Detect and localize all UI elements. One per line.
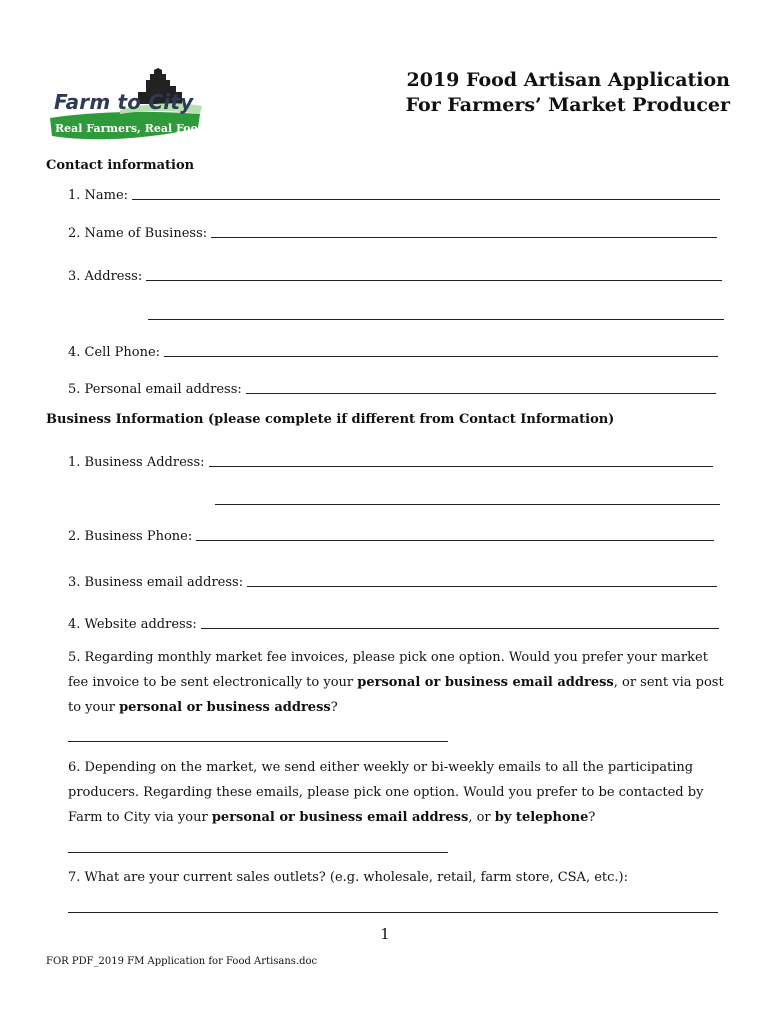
website-blank[interactable] (201, 627, 719, 629)
business-address-label: 1. Business Address: (68, 455, 205, 470)
contact-heading: Contact information (46, 158, 195, 173)
personal-email-field[interactable] (68, 382, 716, 397)
q6-text-1: 6. Depending on the market, we send either weekly or bi-weekly emails to all the participating producers. Regarding these emails, please pick one option. Would you prefer to be contacted by Farm to City via your (68, 760, 704, 825)
name-blank[interactable] (132, 198, 720, 200)
business-name-blank[interactable] (211, 236, 717, 238)
invoice-answer-blank[interactable] (68, 741, 448, 742)
title-line-1: 2019 Food Artisan Application (406, 69, 730, 91)
page-number: 1 (380, 925, 390, 943)
q5-text-2: , or sent via post to your (68, 675, 724, 715)
q5-text-3: ? (330, 700, 338, 715)
address-blank[interactable] (146, 279, 722, 281)
cell-phone-blank[interactable] (164, 355, 718, 357)
q6-bold-2: by telephone (494, 810, 589, 825)
business-phone-label: 2. Business Phone: (68, 529, 193, 544)
title-line-2: For Farmers’ Market Producer (405, 94, 730, 116)
q6-text-2: , or (468, 810, 495, 825)
logo-wordmark: Farm to City (54, 90, 194, 114)
personal-email-blank[interactable] (246, 392, 716, 394)
document-title (406, 68, 730, 118)
business-email-field[interactable] (68, 575, 717, 590)
q6-bold-1: personal or business email address (211, 810, 469, 825)
q6-text-3: ? (588, 810, 596, 825)
q5-bold-1: personal or business email address (357, 675, 614, 690)
farm-to-city-logo (50, 66, 205, 144)
website-field[interactable] (68, 617, 719, 632)
business-email-label: 3. Business email address: (68, 575, 244, 590)
address-label: 3. Address: (68, 269, 143, 284)
business-name-label: 2. Name of Business: (68, 226, 208, 241)
q5-text-1: 5. Regarding monthly market fee invoices, please pick one option. Would you prefer your market fee invoice to be sent electronically to your (68, 650, 708, 690)
contact-preference-blank[interactable] (68, 852, 448, 853)
website-label: 4. Website address: (68, 617, 197, 632)
footer-filename: FOR PDF_2019 FM Application for Food Artisans.doc (46, 956, 318, 967)
business-phone-blank[interactable] (196, 539, 714, 541)
logo-tagline: Real Farmers, Real Food (55, 122, 206, 135)
invoice-question (68, 645, 728, 720)
sales-outlets-blank[interactable] (68, 912, 718, 913)
q5-bold-2: personal or business address (119, 700, 331, 715)
business-heading: Business Information (please complete if different from Contact Information) (46, 412, 615, 427)
business-address-field[interactable] (68, 455, 713, 470)
business-phone-field[interactable] (68, 529, 714, 544)
name-field[interactable] (68, 188, 720, 203)
business-name-field[interactable] (68, 226, 717, 241)
business-address-blank[interactable] (209, 465, 713, 467)
address-blank-line-2[interactable] (148, 319, 724, 320)
sales-outlets-question: 7. What are your current sales outlets? (e.g. wholesale, retail, farm store, CSA, etc.): (68, 870, 628, 885)
business-email-blank[interactable] (247, 585, 717, 587)
contact-preference-question (68, 755, 728, 830)
cell-phone-label: 4. Cell Phone: (68, 345, 161, 360)
personal-email-label: 5. Personal email address: (68, 382, 242, 397)
name-label: 1. Name: (68, 188, 129, 203)
address-field[interactable] (68, 269, 722, 284)
cell-phone-field[interactable] (68, 345, 718, 360)
business-address-blank-line-2[interactable] (215, 504, 720, 505)
